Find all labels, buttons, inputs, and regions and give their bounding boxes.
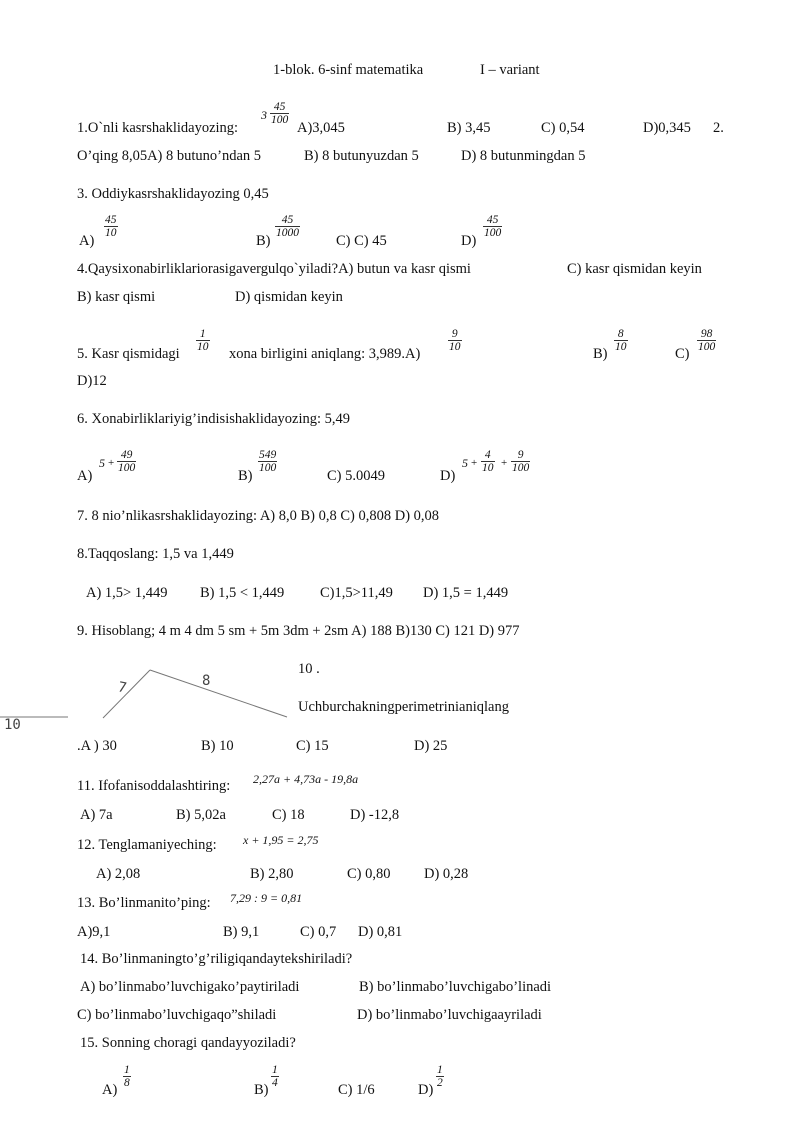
question-8-text: 8.Taqqoslang: 1,5 va 1,449 <box>77 546 234 562</box>
question-5-text: 5. Kasr qismidagi <box>77 346 180 362</box>
q8-option-b: B) 1,5 < 1,449 <box>200 585 285 601</box>
triangle-side-a-label: 7 <box>116 679 129 697</box>
q12-option-b: B) 2,80 <box>250 866 294 882</box>
q13-option-b: B) 9,1 <box>223 924 260 940</box>
q2-option-b: B) 8 butunyuzdan 5 <box>304 148 419 164</box>
q13-expression: 7,29 : 9 = 0,81 <box>230 891 303 905</box>
q6-option-b-fraction: $\frac{549}{100}$ <box>259 449 277 474</box>
q1-option-a: A)3,045 <box>297 120 345 136</box>
q8-option-c: C)1,5>11,49 <box>320 585 393 601</box>
q15-option-c: C) 1/6 <box>338 1082 375 1098</box>
variant-label: I – variant <box>480 62 540 78</box>
question-3-text: 3. Oddiykasrshaklidayozing 0,45 <box>77 186 269 202</box>
q5-option-c-fraction: $\frac{98}{100}$ <box>698 328 716 353</box>
q6-option-a-whole: 5 <box>99 456 105 470</box>
q6-option-d-plus-2: + <box>501 457 508 469</box>
q6-option-a-label: A) <box>77 468 93 484</box>
question-2-number: 2. <box>713 120 724 136</box>
q5-option-c-label: C) <box>675 346 690 362</box>
q3-option-d-label: D) <box>461 233 477 249</box>
q1-option-b: B) 3,45 <box>447 120 491 136</box>
q14-option-a: A) bo’linmabo’luvchigako’paytiriladi <box>80 979 300 995</box>
q1-option-c: C) 0,54 <box>541 120 585 136</box>
question-11-text: 11. Ifofanisoddalashtiring: <box>77 778 231 794</box>
q15-option-b-fraction: $\frac{1}{4}$ <box>272 1064 278 1089</box>
question-10-number: 10 . <box>298 661 320 677</box>
q5-question-mid: xona birligini aniqlang: 3,989.A) <box>229 346 421 362</box>
question-2-text: O’qing 8,05A) 8 butuno’ndan 5 <box>77 148 262 164</box>
q5-option-b-label: B) <box>593 346 608 362</box>
q10-option-b: B) 10 <box>201 738 234 754</box>
q6-option-d-label: D) <box>440 468 456 484</box>
question-6-text: 6. Xonabirliklariyig’indisishaklidayozing: 5,49 <box>77 411 351 427</box>
triangle-side-b-label: 8 <box>202 673 211 689</box>
q8-option-d: D) 1,5 = 1,449 <box>423 585 509 601</box>
q1-mixed-whole: 3 <box>261 108 267 122</box>
q15-option-a-fraction: $\frac{1}{8}$ <box>124 1064 130 1089</box>
q6-option-a-plus: + <box>108 457 115 469</box>
q10-option-d: D) 25 <box>414 738 448 754</box>
q12-option-a: A) 2,08 <box>96 866 141 882</box>
question-12-text: 12. Tenglamaniyeching: <box>77 837 217 853</box>
q2-option-d: D) 8 butunmingdan 5 <box>461 148 586 164</box>
q6-option-d-plus-1: + <box>471 457 478 469</box>
q3-option-b-label: B) <box>256 233 271 249</box>
q14-option-c: C) bo’linmabo’luvchigaqo”shiladi <box>77 1007 277 1023</box>
page-title: 1-blok. 6-sinf matematika <box>273 62 424 78</box>
q13-option-a: A)9,1 <box>77 924 111 940</box>
question-15-text: 15. Sonning choragi qandayyoziladi? <box>80 1035 296 1051</box>
q15-option-d-label: D) <box>418 1082 434 1098</box>
triangle-figure <box>0 660 300 730</box>
q3-option-a-label: A) <box>79 233 95 249</box>
q11-option-b: B) 5,02a <box>176 807 226 823</box>
q15-option-b-label: B) <box>254 1082 269 1098</box>
q15-option-d-fraction: $\frac{1}{2}$ <box>437 1064 443 1089</box>
q4-option-c: C) kasr qismidan keyin <box>567 261 702 277</box>
q11-option-a: A) 7a <box>80 807 113 823</box>
q14-option-d: D) bo’linmabo’luvchigaayriladi <box>357 1007 542 1023</box>
q6-option-d-whole: 5 <box>462 456 468 470</box>
q5-option-d: D)12 <box>77 373 107 389</box>
triangle-side-c-label: 10 <box>4 717 21 733</box>
q3-option-b-fraction: $\frac{45}{1000}$ <box>276 214 299 239</box>
q12-option-c: C) 0,80 <box>347 866 391 882</box>
q12-option-d: D) 0,28 <box>424 866 469 882</box>
q1-fraction: $\frac{45}{100}$ <box>271 101 289 126</box>
q5-fraction: $\frac{1}{10}$ <box>197 328 209 353</box>
q10-option-c: C) 15 <box>296 738 329 754</box>
q13-option-d: D) 0,81 <box>358 924 403 940</box>
question-1-text: 1.O`nli kasrshaklidayozing: <box>77 120 239 136</box>
q14-option-b: B) bo’linmabo’luvchigabo’linadi <box>359 979 552 995</box>
q1-option-d: D)0,345 <box>643 120 691 136</box>
q3-option-a-fraction: $\frac{45}{10}$ <box>105 214 117 239</box>
q3-option-d-fraction: $\frac{45}{100}$ <box>484 214 502 239</box>
q12-expression: x + 1,95 = 2,75 <box>243 833 319 847</box>
q3-option-c: C) C) 45 <box>336 233 387 249</box>
q6-option-c: C) 5.0049 <box>327 468 385 484</box>
q5-option-a-fraction: $\frac{9}{10}$ <box>449 328 461 353</box>
q13-option-c: C) 0,7 <box>300 924 337 940</box>
question-14-text: 14. Bo’linmaningto’g’riligiqandaytekshiriladi? <box>80 951 353 967</box>
q15-option-a-label: A) <box>102 1082 118 1098</box>
triangle-side-b-line <box>150 670 287 717</box>
q6-option-a-fraction: $\frac{49}{100}$ <box>118 449 136 474</box>
question-9-text: 9. Hisoblang; 4 m 4 dm 5 sm + 5m 3dm + 2sm A) 188 B)130 C) 121 D) 977 <box>77 623 520 639</box>
q11-option-c: C) 18 <box>272 807 305 823</box>
question-4-text: 4.Qaysixonabirliklariorasigavergulqo`yiladi?A) butun va kasr qismi <box>77 261 471 277</box>
q5-option-b-fraction: $\frac{8}{10}$ <box>615 328 627 353</box>
q11-option-d: D) -12,8 <box>350 807 400 823</box>
q10-option-a: .A ) 30 <box>77 738 117 754</box>
q11-expression: 2,27a + 4,73a - 19,8a <box>253 772 359 786</box>
q8-option-a: A) 1,5> 1,449 <box>86 585 168 601</box>
q6-option-d-fraction-2: $\frac{9}{100}$ <box>512 449 530 474</box>
triangle-side-a-line <box>103 670 150 718</box>
q4-option-d: D) qismidan keyin <box>235 289 343 305</box>
q6-option-b-label: B) <box>238 468 253 484</box>
question-13-text: 13. Bo’linmanito’ping: <box>77 895 211 911</box>
question-10-text: Uchburchakningperimetrinianiqlang <box>298 699 509 715</box>
question-7-text: 7. 8 nio’nlikasrshaklidayozing: A) 8,0 B) 0,8 C) 0,808 D) 0,08 <box>77 508 440 524</box>
q4-option-b: B) kasr qismi <box>77 289 156 305</box>
q6-option-d-fraction-1: $\frac{4}{10}$ <box>482 449 494 474</box>
